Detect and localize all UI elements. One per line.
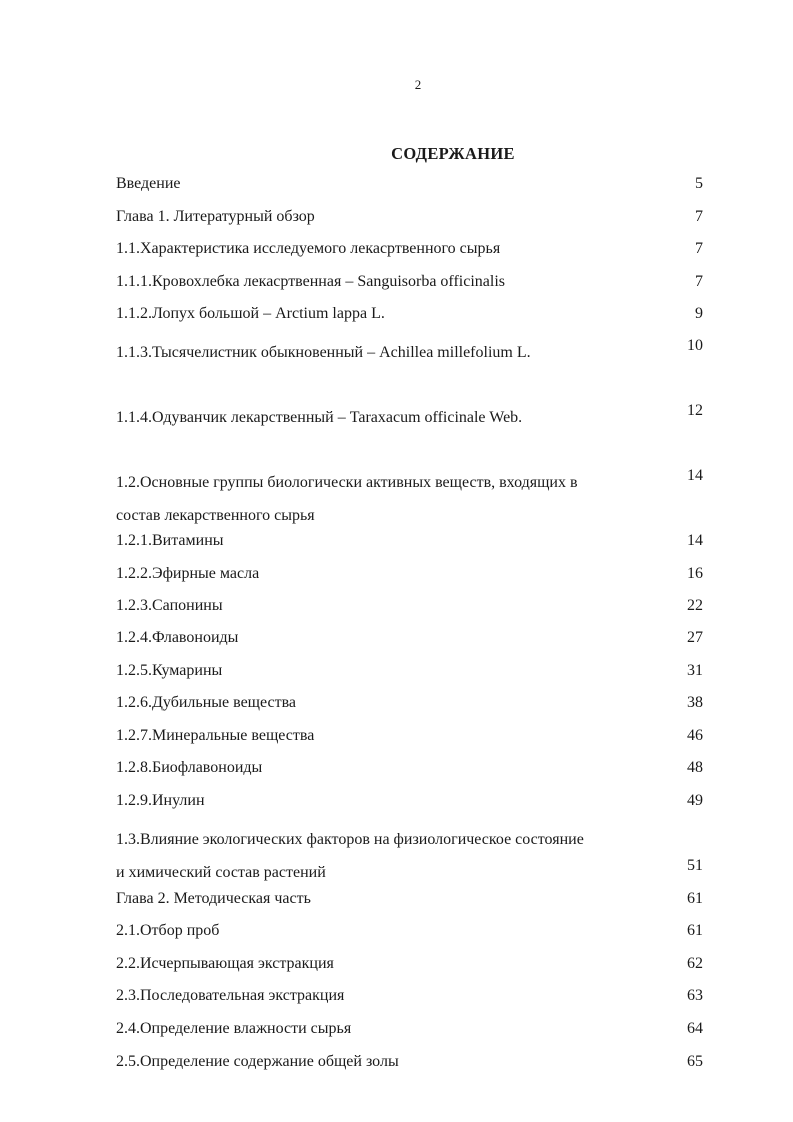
toc-entry-page: 7: [695, 208, 703, 225]
toc-entry-page: 7: [695, 273, 703, 290]
toc-entry-text: 1.2.9.Инулин: [116, 792, 205, 809]
toc-entry-page: 16: [687, 565, 703, 582]
toc-entry-page: 7: [695, 240, 703, 257]
toc-entry-text: Глава 1. Литературный обзор: [116, 208, 315, 225]
toc-entry-text: 1.1.Характеристика исследуемого лекасртвенного сырья: [116, 240, 501, 257]
toc-entry-page: 63: [687, 987, 703, 1004]
contents-title: СОДЕРЖАНИЕ: [391, 144, 515, 163]
toc-entry-text: 1.2.5.Кумарины: [116, 662, 223, 679]
toc-entry-page: 48: [687, 759, 703, 776]
toc-entry-text: 2.3.Последовательная экстракция: [116, 987, 345, 1004]
toc-entry-text: 1.1.4.Одуванчик лекарственный – Taraxacum officinale Web.: [116, 409, 523, 426]
toc-entry-page: 9: [695, 305, 703, 322]
toc-entry-text: 2.5.Определение содержание общей золы: [116, 1053, 399, 1070]
toc-entry-text: Введение: [116, 175, 181, 192]
toc-entry-text: 2.2.Исчерпывающая экстракция: [116, 955, 334, 972]
toc-entry-text: 1.2.3.Сапонины: [116, 597, 223, 614]
toc-entry-page: 22: [687, 597, 703, 614]
toc-entry-text: 2.1.Отбор проб: [116, 922, 220, 939]
toc-entry-page: 5: [695, 175, 703, 192]
toc-entry-page: 49: [687, 792, 703, 809]
toc-entry-text: 1.2.1.Витамины: [116, 532, 224, 549]
toc-entry-page: 65: [687, 1053, 703, 1070]
toc-entry-page: 31: [687, 662, 703, 679]
toc-entry-page: 61: [687, 922, 703, 939]
toc-entry-text: 1.1.1.Кровохлебка лекасртвенная – Sanguisorba officinalis: [116, 273, 506, 290]
toc-entry-text: 1.1.3.Тысячелистник обыкновенный – Achillea millefolium L.: [116, 344, 531, 361]
toc-entry-page: 14: [687, 532, 703, 549]
toc-entry-page: 12: [687, 402, 703, 419]
toc-entry-page: 61: [687, 890, 703, 907]
toc-entry-text: 1.3.Влияние экологических факторов на физиологическое состояние и химический состав растений: [116, 831, 584, 881]
toc-entry-text: 1.2.6.Дубильные вещества: [116, 694, 297, 711]
toc-entry-text: 1.2.2.Эфирные масла: [116, 565, 260, 582]
toc-entry-text: 2.4.Определение влажности сырья: [116, 1020, 352, 1037]
toc-entry-text: 1.2.7.Минеральные вещества: [116, 727, 315, 744]
toc-entry-page: 46: [687, 727, 703, 744]
toc-entry-text: 1.2.4.Флавоноиды: [116, 629, 239, 646]
toc-entry-page: 62: [687, 955, 703, 972]
toc-entry-page: 14: [687, 467, 703, 484]
toc-entry-page: 38: [687, 694, 703, 711]
toc-entry-page: 27: [687, 629, 703, 646]
page-number: 2: [414, 77, 422, 92]
toc-entry-text: 1.2.Основные группы биологически активных веществ, входящих в состав лекарственного сырья: [116, 474, 578, 524]
toc-entry-page: 64: [687, 1020, 703, 1037]
toc-entry-text: Глава 2. Методическая часть: [116, 890, 311, 907]
toc-entry-text: 1.1.2.Лопух большой – Arctium lappa L.: [116, 305, 385, 322]
toc-entry-page: 10: [687, 337, 703, 354]
toc-entry-text: 1.2.8.Биофлавоноиды: [116, 759, 263, 776]
toc-entry-page: 51: [687, 857, 703, 874]
